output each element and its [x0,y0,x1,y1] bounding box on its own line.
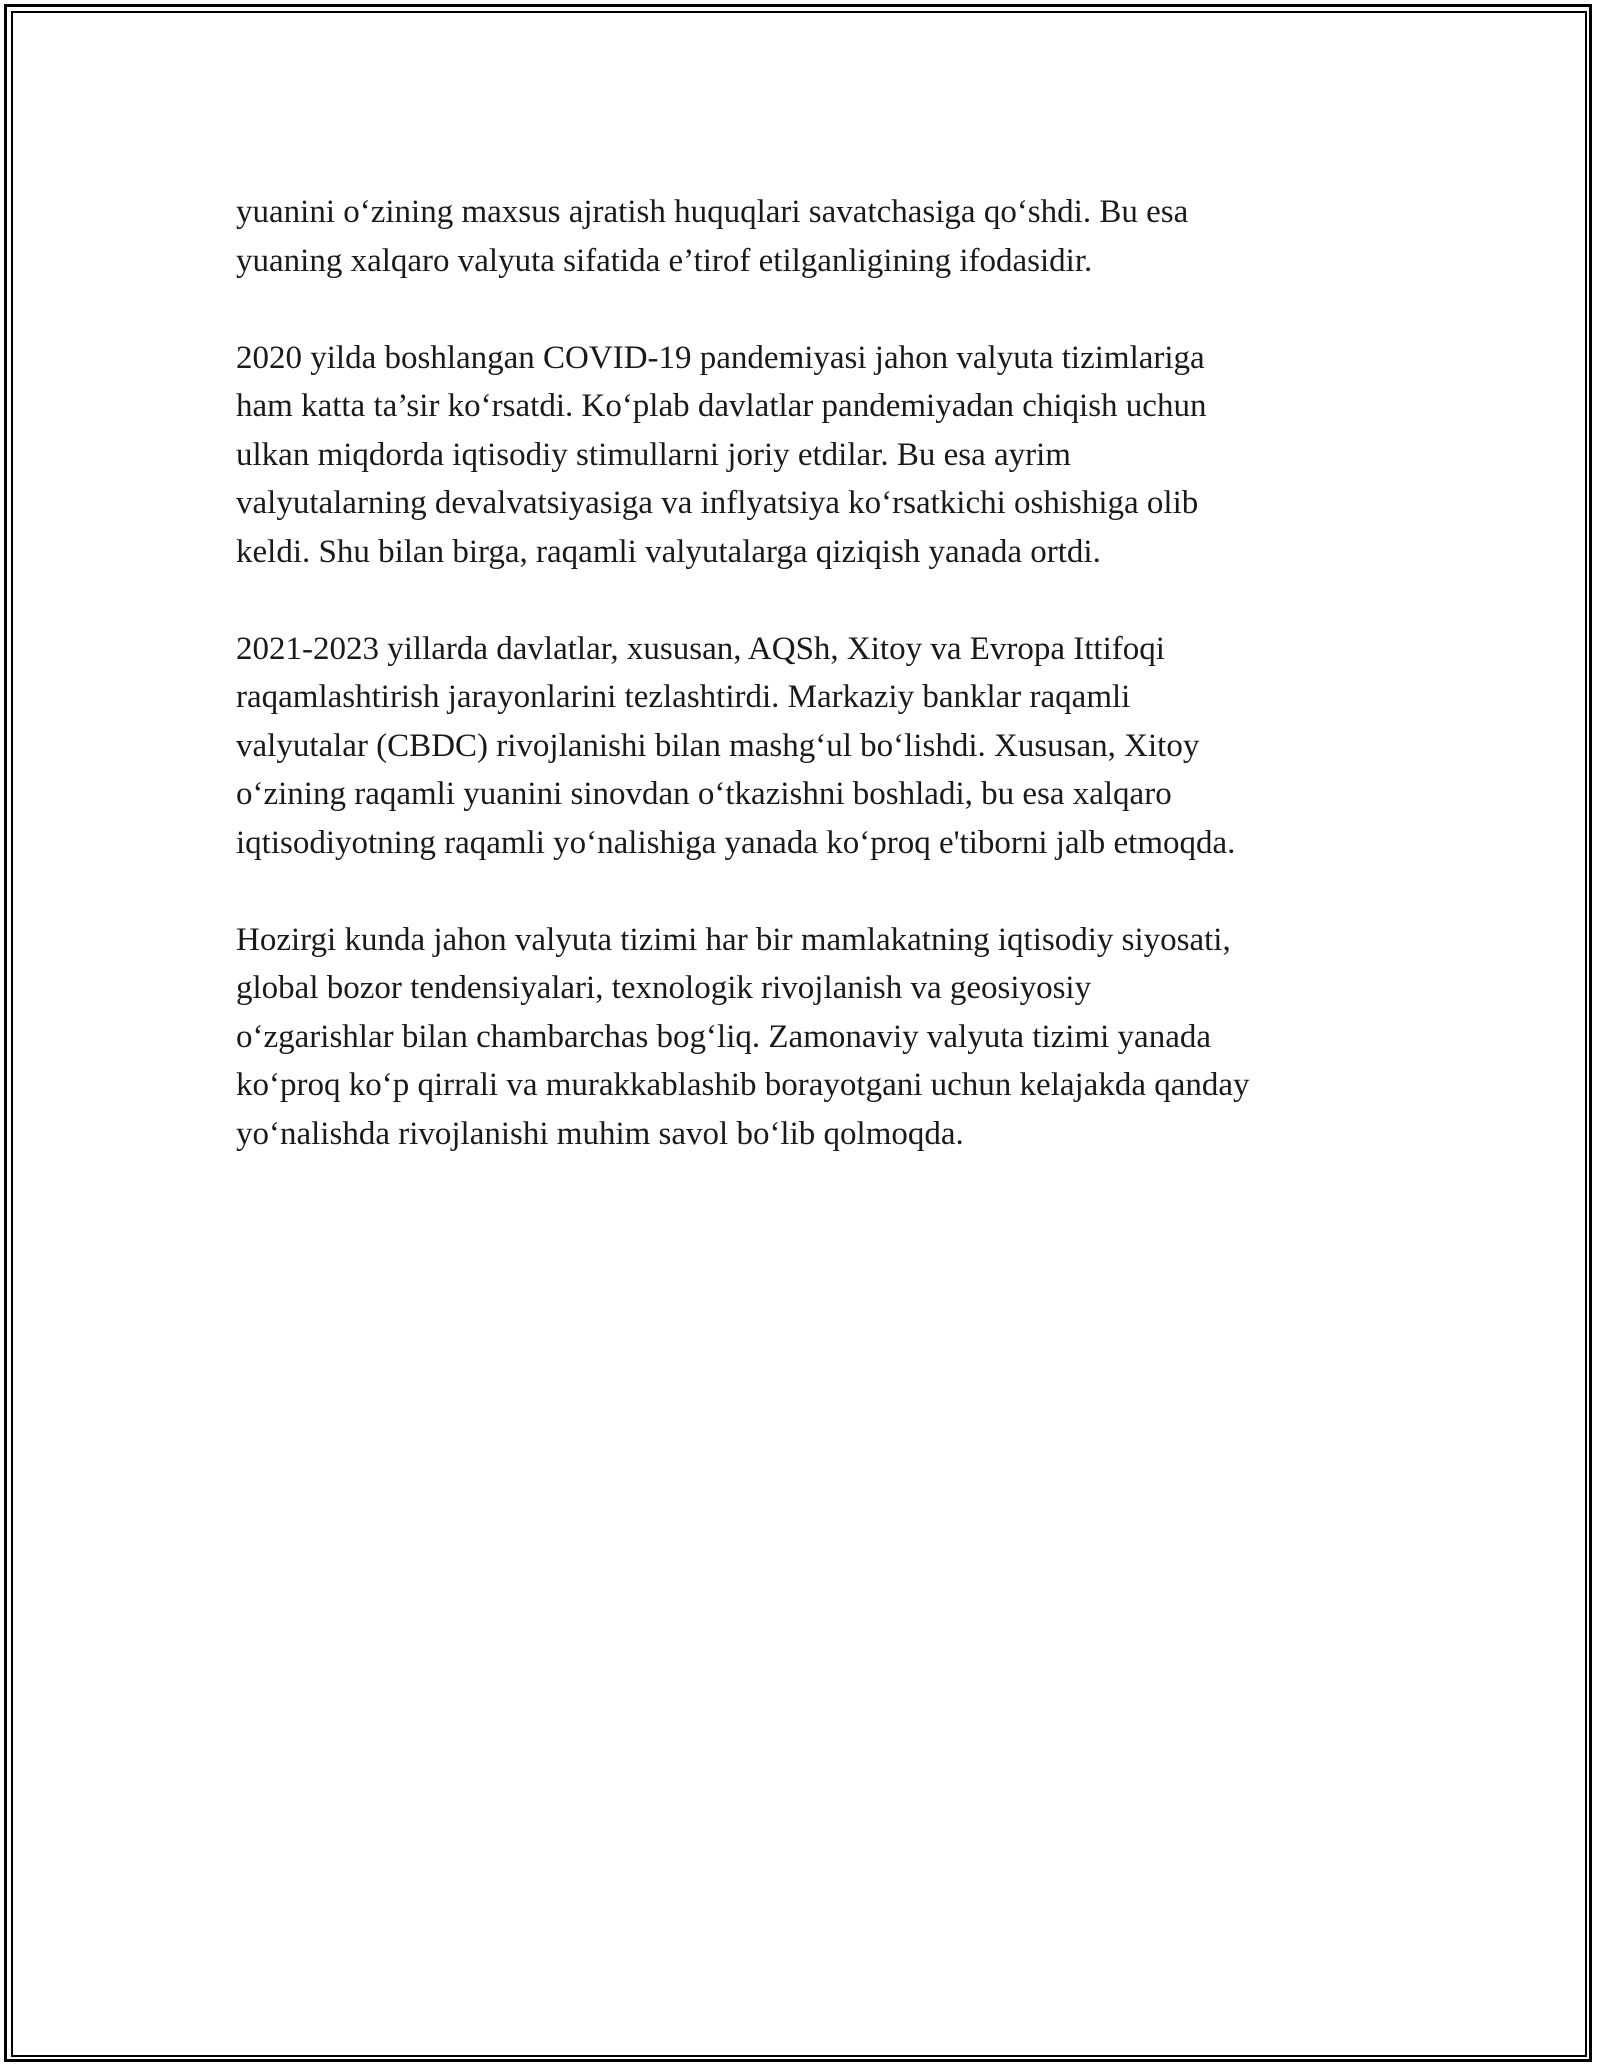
text-line: valyutalarning devalvatsiyasiga va inflyatsiya ko‘rsatkichi oshishiga olib [236,485,1199,521]
text-line: raqamlashtirish jarayonlarini tezlashtirdi. Markaziy banklar raqamli [236,679,1131,715]
text-line: ham katta ta’sir ko‘rsatdi. Ko‘plab davlatlar pandemiyadan chiqish uchun [236,388,1207,424]
text-line: o‘zining raqamli yuanini sinovdan o‘tkazishni boshladi, bu esa xalqaro [236,776,1172,812]
paragraph-1 [236,188,1396,285]
text-line: o‘zgarishlar bilan chambarchas bog‘liq. Zamonaviy valyuta tizimi yanada [236,1018,1211,1055]
text-line: global bozor tendensiyalari, texnologik rivojlanish va geosiyosiy [236,970,1092,1006]
text-line: ulkan miqdorda iqtisodiy stimullarni joriy etdilar. Bu esa ayrim [236,436,1071,473]
text-line: keldi. Shu bilan birga, raqamli valyutalarga qiziqish yanada ortdi. [236,533,1101,570]
paragraph-3 [236,625,1396,868]
document-body [236,188,1396,1207]
paragraph-2 [236,334,1396,577]
text-line: 2021-2023 yillarda davlatlar, xususan, AQSh, Xitoy va Evropa Ittifoqi [236,630,1165,667]
text-line: Hozirgi kunda jahon valyuta tizimi har bir mamlakatning iqtisodiy siyosati, [236,921,1231,958]
text-line: yuanini o‘zining maxsus ajratish huquqlari savatchasiga qo‘shdi. Bu esa [236,194,1189,230]
paragraph-4 [236,916,1396,1159]
text-line: valyutalar (CBDC) rivojlanishi bilan mashg‘ul bo‘lishdi. Xususan, Xitoy [236,727,1200,764]
text-line: iqtisodiyotning raqamli yo‘nalishiga yanada ko‘proq e'tiborni jalb etmoqda. [236,824,1236,861]
text-line: yo‘nalishda rivojlanishi muhim savol bo‘lib qolmoqda. [236,1115,964,1152]
text-line: ko‘proq ko‘p qirrali va murakkablashib borayotgani uchun kelajakda qanday [236,1067,1250,1103]
text-line: yuaning xalqaro valyuta sifatida e’tirof etilganligining ifodasidir. [236,242,1093,279]
text-line: 2020 yilda boshlangan COVID-19 pandemiyasi jahon valyuta tizimlariga [236,339,1205,376]
